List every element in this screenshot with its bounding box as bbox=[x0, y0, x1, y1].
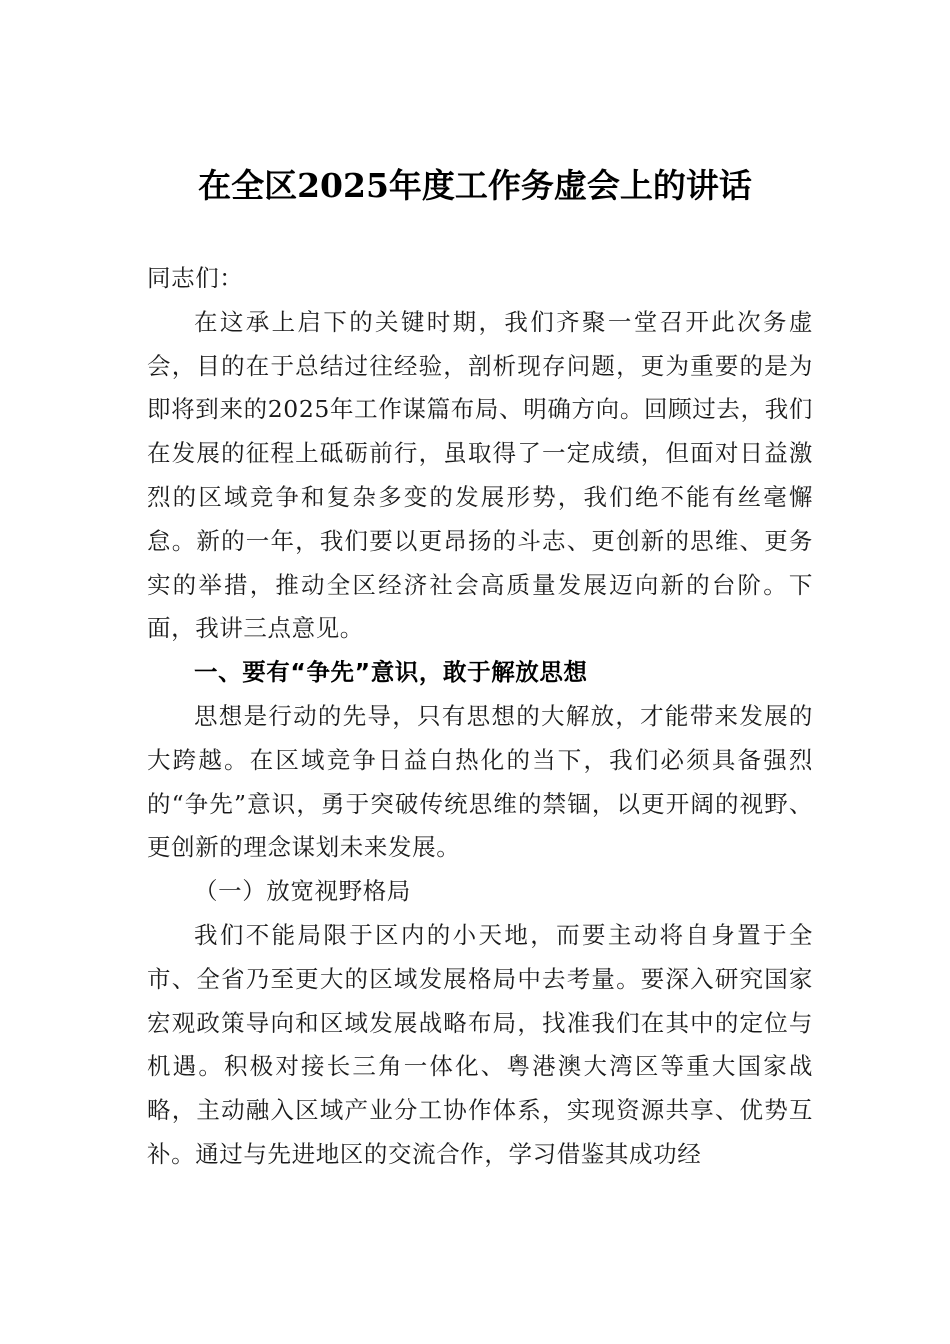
intro-paragraph: 在这承上启下的关键时期，我们齐聚一堂召开此次务虚会，目的在于总结过往经验，剖析现存问题，更为重要的是为即将到来的2025年工作谋篇布局、明确方向。回顾过去，我们在发展的征程上砥砺前行，虽取得了一定成绩，但面对日益激烈的区域竞争和复杂多变的发展形势，我们绝不能有丝毫懈怠。新的一年，我们要以更昂扬的斗志、更创新的思维、更务实的举措，推动全区经济社会高质量发展迈向新的台阶。下面，我讲三点意见。 bbox=[147, 307, 813, 643]
document-body bbox=[147, 257, 813, 1177]
document-title: 在全区2025年度工作务虚会上的讲话 bbox=[198, 166, 752, 205]
section-1-paragraph: 思想是行动的先导，只有思想的大解放，才能带来发展的大跨越。在区域竞争日益白热化的当下，我们必须具备强烈的“争先”意识，勇于突破传统思维的禁锢，以更开阔的视野、更创新的理念谋划未来发展。 bbox=[147, 701, 813, 862]
subsection-1-heading: （一）放宽视野格局 bbox=[194, 877, 411, 906]
subsection-1-paragraph: 我们不能局限于区内的小天地，而要主动将自身置于全市、全省乃至更大的区域发展格局中去考量。要深入研究国家宏观政策导向和区域发展战略布局，找准我们在其中的定位与机遇。积极对接长三角一体化、粤港澳大湾区等重大国家战略，主动融入区域产业分工协作体系，实现资源共享、优势互补。通过与先进地区的交流合作，学习借鉴其成功经 bbox=[147, 920, 813, 1168]
salutation: 同志们： bbox=[147, 264, 244, 292]
section-1-heading: 一、要有“争先”意识，敢于解放思想 bbox=[194, 658, 588, 687]
